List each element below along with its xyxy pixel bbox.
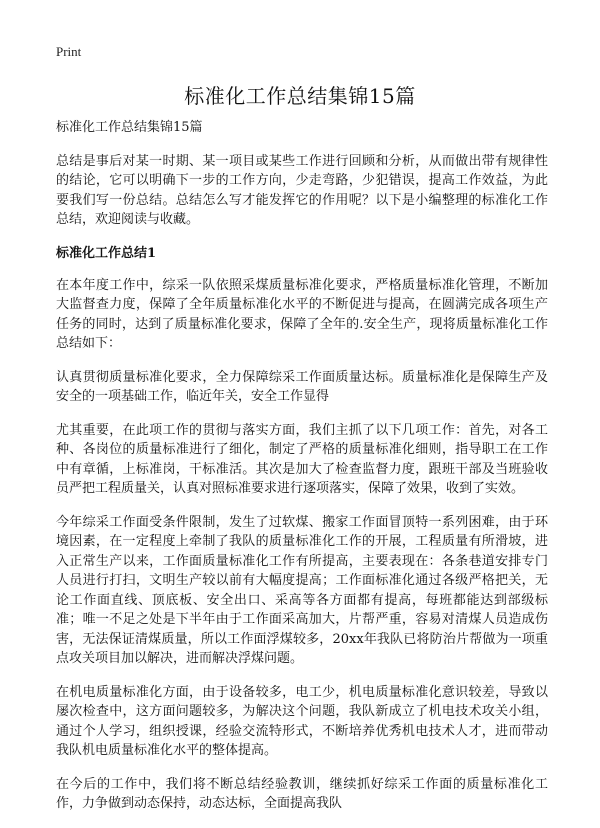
intro-paragraph: 总结是事后对某一时期、某一项目或某些工作进行回顾和分析，从而做出带有规律性的结论，它可以明确下一步的工作方向，少走弯路，少犯错误，提高工作效益，为此要我们写一份总结。总结怎么写才能发挥它的作用呢？以下是小编整理的标准化工作总结，欢迎阅读与收藏。 bbox=[56, 153, 548, 227]
document-subtitle: 标准化工作总结集锦15篇 bbox=[56, 120, 203, 135]
document-body bbox=[56, 118, 548, 828]
body-paragraph: 在本年度工作中，综采一队依照采煤质量标准化要求，严格质量标准化管理，不断加大监督查力度，保障了全年质量标准化水平的不断促进与提高，在圆满完成各项生产任务的同时，达到了质量标准化要求，保障了全年的.安全生产，现将质量标准化工作总结如下： bbox=[56, 277, 548, 351]
print-label[interactable]: Print bbox=[56, 44, 82, 59]
body-paragraph: 尤其重要，在此项工作的贯彻与落实方面，我们主抓了以下几项工作：首先，对各工种、各岗位的质量标准进行了细化，制定了严格的质量标准化细则，指导职工在工作中有章循，上标准岗，干标准活。其次是加大了检查监督力度，跟班干部及当班验收员严把工程质量关，认真对照标准要求进行逐项落实，保障了效果，收到了实效。 bbox=[56, 422, 548, 496]
body-paragraph: 在今后的工作中，我们将不断总结经验教训，继续抓好综采工作面的质量标准化工作，力争做到动态保持，动态达标，全面提高我队 bbox=[56, 776, 548, 811]
section-heading-1: 标准化工作总结1 bbox=[56, 245, 157, 261]
document-title: 标准化工作总结集锦15篇 bbox=[184, 84, 416, 108]
body-paragraph: 今年综采工作面受条件限制，发生了过软煤、搬家工作面冒顶特一系列困难，由于环境因素，在一定程度上牵制了我队的质量标准化工作的开展，工程质量有所滑坡，进入正常生产以来，工作面质量标准化工作有所提高，主要表现在：各条巷道安排专门人员进行打扫，文明生产较以前有大幅度提高；工作面标准化通过各级严格把关，无论工作面直线、顶底板、安全出口、采高等各方面都有提高，每班都能达到部级标准；唯一不足之处是下半年由于工作面采高加大，片帮严重，容易对清煤人员造成伤害，无法保证清煤质量，所以工作面浮煤较多，20xx年我队已将防治片帮做为一项重点攻关项目加以解决，进而解决浮煤问题。 bbox=[56, 514, 548, 666]
body-paragraph: 认真贯彻质量标准化要求，全力保障综采工作面质量达标。质量标准化是保障生产及安全的一项基础工作，临近年关，安全工作显得 bbox=[56, 369, 548, 404]
body-paragraph: 在机电质量标准化方面，由于设备较多，电工少，机电质量标准化意识较差，导致以屡次检查中，这方面问题较多，为解决这个问题，我队新成立了机电技术攻关小组，通过个人学习，组织授课，经验交流特形式，不断培养优秀机电技术人才，进而带动我队机电质量标准化水平的整体提高。 bbox=[56, 684, 548, 758]
